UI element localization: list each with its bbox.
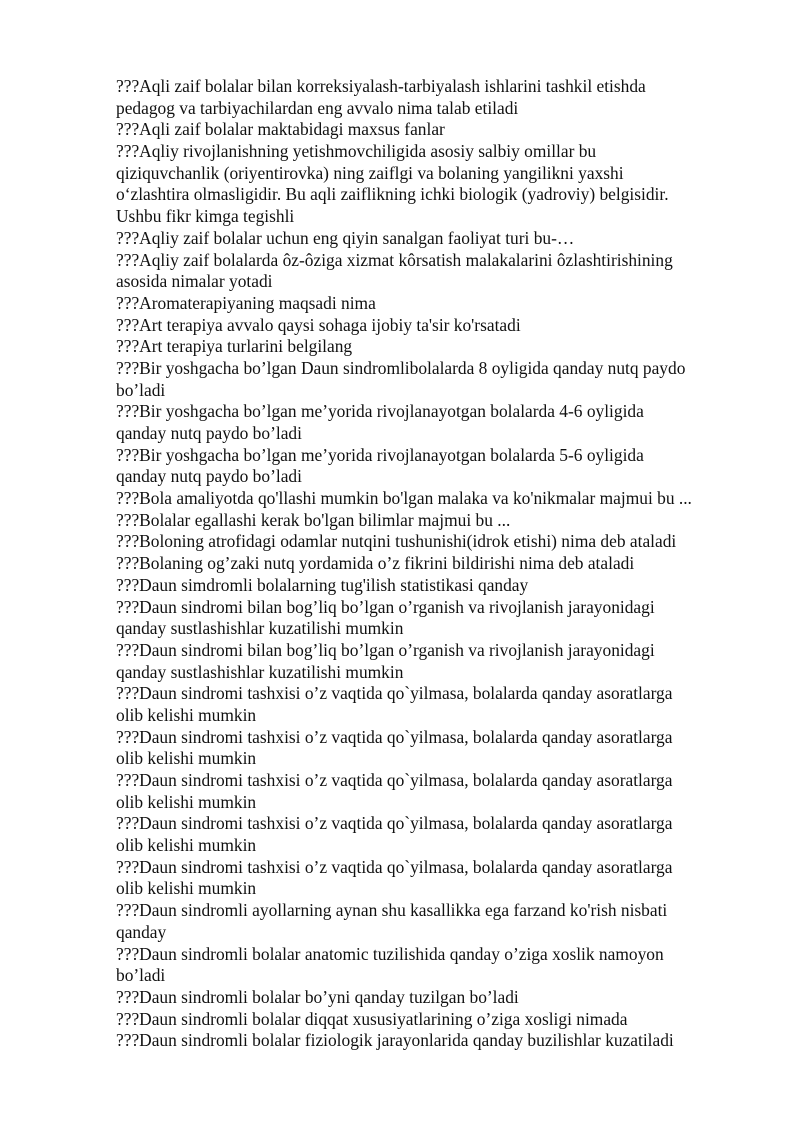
text-line: ???Daun sindromli bolalar bo’yni qanday tuzilgan bo’ladi [116,986,519,1007]
text-line: qiziquvchanlik (oriyentirovka) ning zaiflgi va bolaning yangilikni yaxshi [116,162,624,183]
text-line: ???Bir yoshgacha bo’lgan Daun sindromlibolalarda 8 oyligida qanday nutq paydo [116,357,686,378]
text-line: ???Aqli zaif bolalar maktabidagi maxsus fanlar [116,119,445,140]
text-line: ???Aqliy zaif bolalarda ôz-ôziga xizmat kôrsatish malakalarini ôzlashtirishining [116,249,673,270]
text-line: ???Daun sindromli bolalar fiziologik jarayonlarida qanday buzilishlar kuzatiladi [116,1030,674,1051]
text-line: ???Aqliy zaif bolalar uchun eng qiyin sanalgan faoliyat turi bu-… [116,227,575,248]
text-line: ???Aqli zaif bolalar bilan korreksiyalash-tarbiyalash ishlarini tashkil etishda [116,76,646,96]
text-line: ???Daun sindromli bolalar diqqat xususiyatlarining o’ziga xosligi nimada [116,1008,628,1029]
text-line: asosida nimalar yotadi [116,271,273,292]
text-line: pedagog va tarbiyachilardan eng avvalo nima talab etiladi [116,97,519,118]
text-line: bo’ladi [116,379,166,400]
text-line: qanday nutq paydo bo’ladi [116,423,302,443]
text-line: ???Daun sindromi tashxisi o’z vaqtida qo`yilmasa, bolalarda qanday asoratlarga [116,813,673,834]
text-line: ???Boloning atrofidagi odamlar nutqini tushunishi(idrok etishi) nima deb ataladi [116,531,677,552]
text-line: ???Bir yoshgacha bo’lgan me’yorida rivojlanayotgan bolalarda 4-6 oyligida [116,401,644,422]
text-line: qanday sustlashishlar kuzatilishi mumkin [116,661,404,682]
text-line: ???Daun sindromi tashxisi o’z vaqtida qo`yilmasa, bolalarda qanday asoratlarga [116,726,673,747]
text-line: ???Daun sindromi tashxisi o’z vaqtida qo`yilmasa, bolalarda qanday asoratlarga [116,683,673,704]
text-line: Ushbu fikr kimga tegishli [116,206,295,227]
text-line: ???Daun sindromli bolalar anatomic tuzilishida qanday o’ziga xoslik namoyon [116,943,664,964]
text-line: olib kelishi mumkin [116,835,257,856]
text-line: ???Aqliy rivojlanishning yetishmovchiligida asosiy salbiy omillar bu [116,141,597,162]
text-line: ???Daun simdromli bolalarning tug'ilish statistikasi qanday [116,574,529,595]
document-page [116,76,756,1052]
text-line: ???Daun sindromi bilan bog’liq bo’lgan o’rganish va rivojlanish jarayonidagi [116,596,655,617]
text-line: olib kelishi mumkin [116,748,257,769]
text-line: ???Daun sindromi tashxisi o’z vaqtida qo`yilmasa, bolalarda qanday asoratlarga [116,770,673,790]
text-line: ???Daun sindromli ayollarning aynan shu kasallikka ega farzand ko'rish nisbati [116,900,668,921]
text-line: olib kelishi mumkin [116,791,257,812]
text-line: qanday [116,921,167,942]
text-line: olib kelishi mumkin [116,704,257,725]
text-line: olib kelishi mumkin [116,878,257,899]
text-line: ???Bolaning og’zaki nutq yordamida o’z fikrini bildirishi nima deb ataladi [116,553,635,574]
text-line: ???Daun sindromi bilan bog’liq bo’lgan o’rganish va rivojlanish jarayonidagi [116,639,655,660]
text-line: ???Bolalar egallashi kerak bo'lgan bilimlar majmui bu ... [116,509,511,530]
text-line: bo’ladi [116,965,166,986]
text-line: ???Art terapiya turlarini belgilang [116,336,353,357]
text-line: qanday sustlashishlar kuzatilishi mumkin [116,618,404,639]
text-line: ???Art terapiya avvalo qaysi sohaga ijobiy ta'sir ko'rsatadi [116,314,521,335]
text-line: ???Bir yoshgacha bo’lgan me’yorida rivojlanayotgan bolalarda 5-6 oyligida [116,444,644,465]
text-line: ???Daun sindromi tashxisi o’z vaqtida qo`yilmasa, bolalarda qanday asoratlarga [116,856,673,877]
text-line: ???Bola amaliyotda qo'llashi mumkin bo'lgan malaka va ko'nikmalar majmui bu ... [116,488,692,509]
text-line: o‘zlashtira olmasligidir. Bu aqli zaiflikning ichki biologik (yadroviy) belgisidir. [116,184,669,205]
text-line: qanday nutq paydo bo’ladi [116,466,302,487]
text-line: ???Aromaterapiyaning maqsadi nima [116,292,376,313]
